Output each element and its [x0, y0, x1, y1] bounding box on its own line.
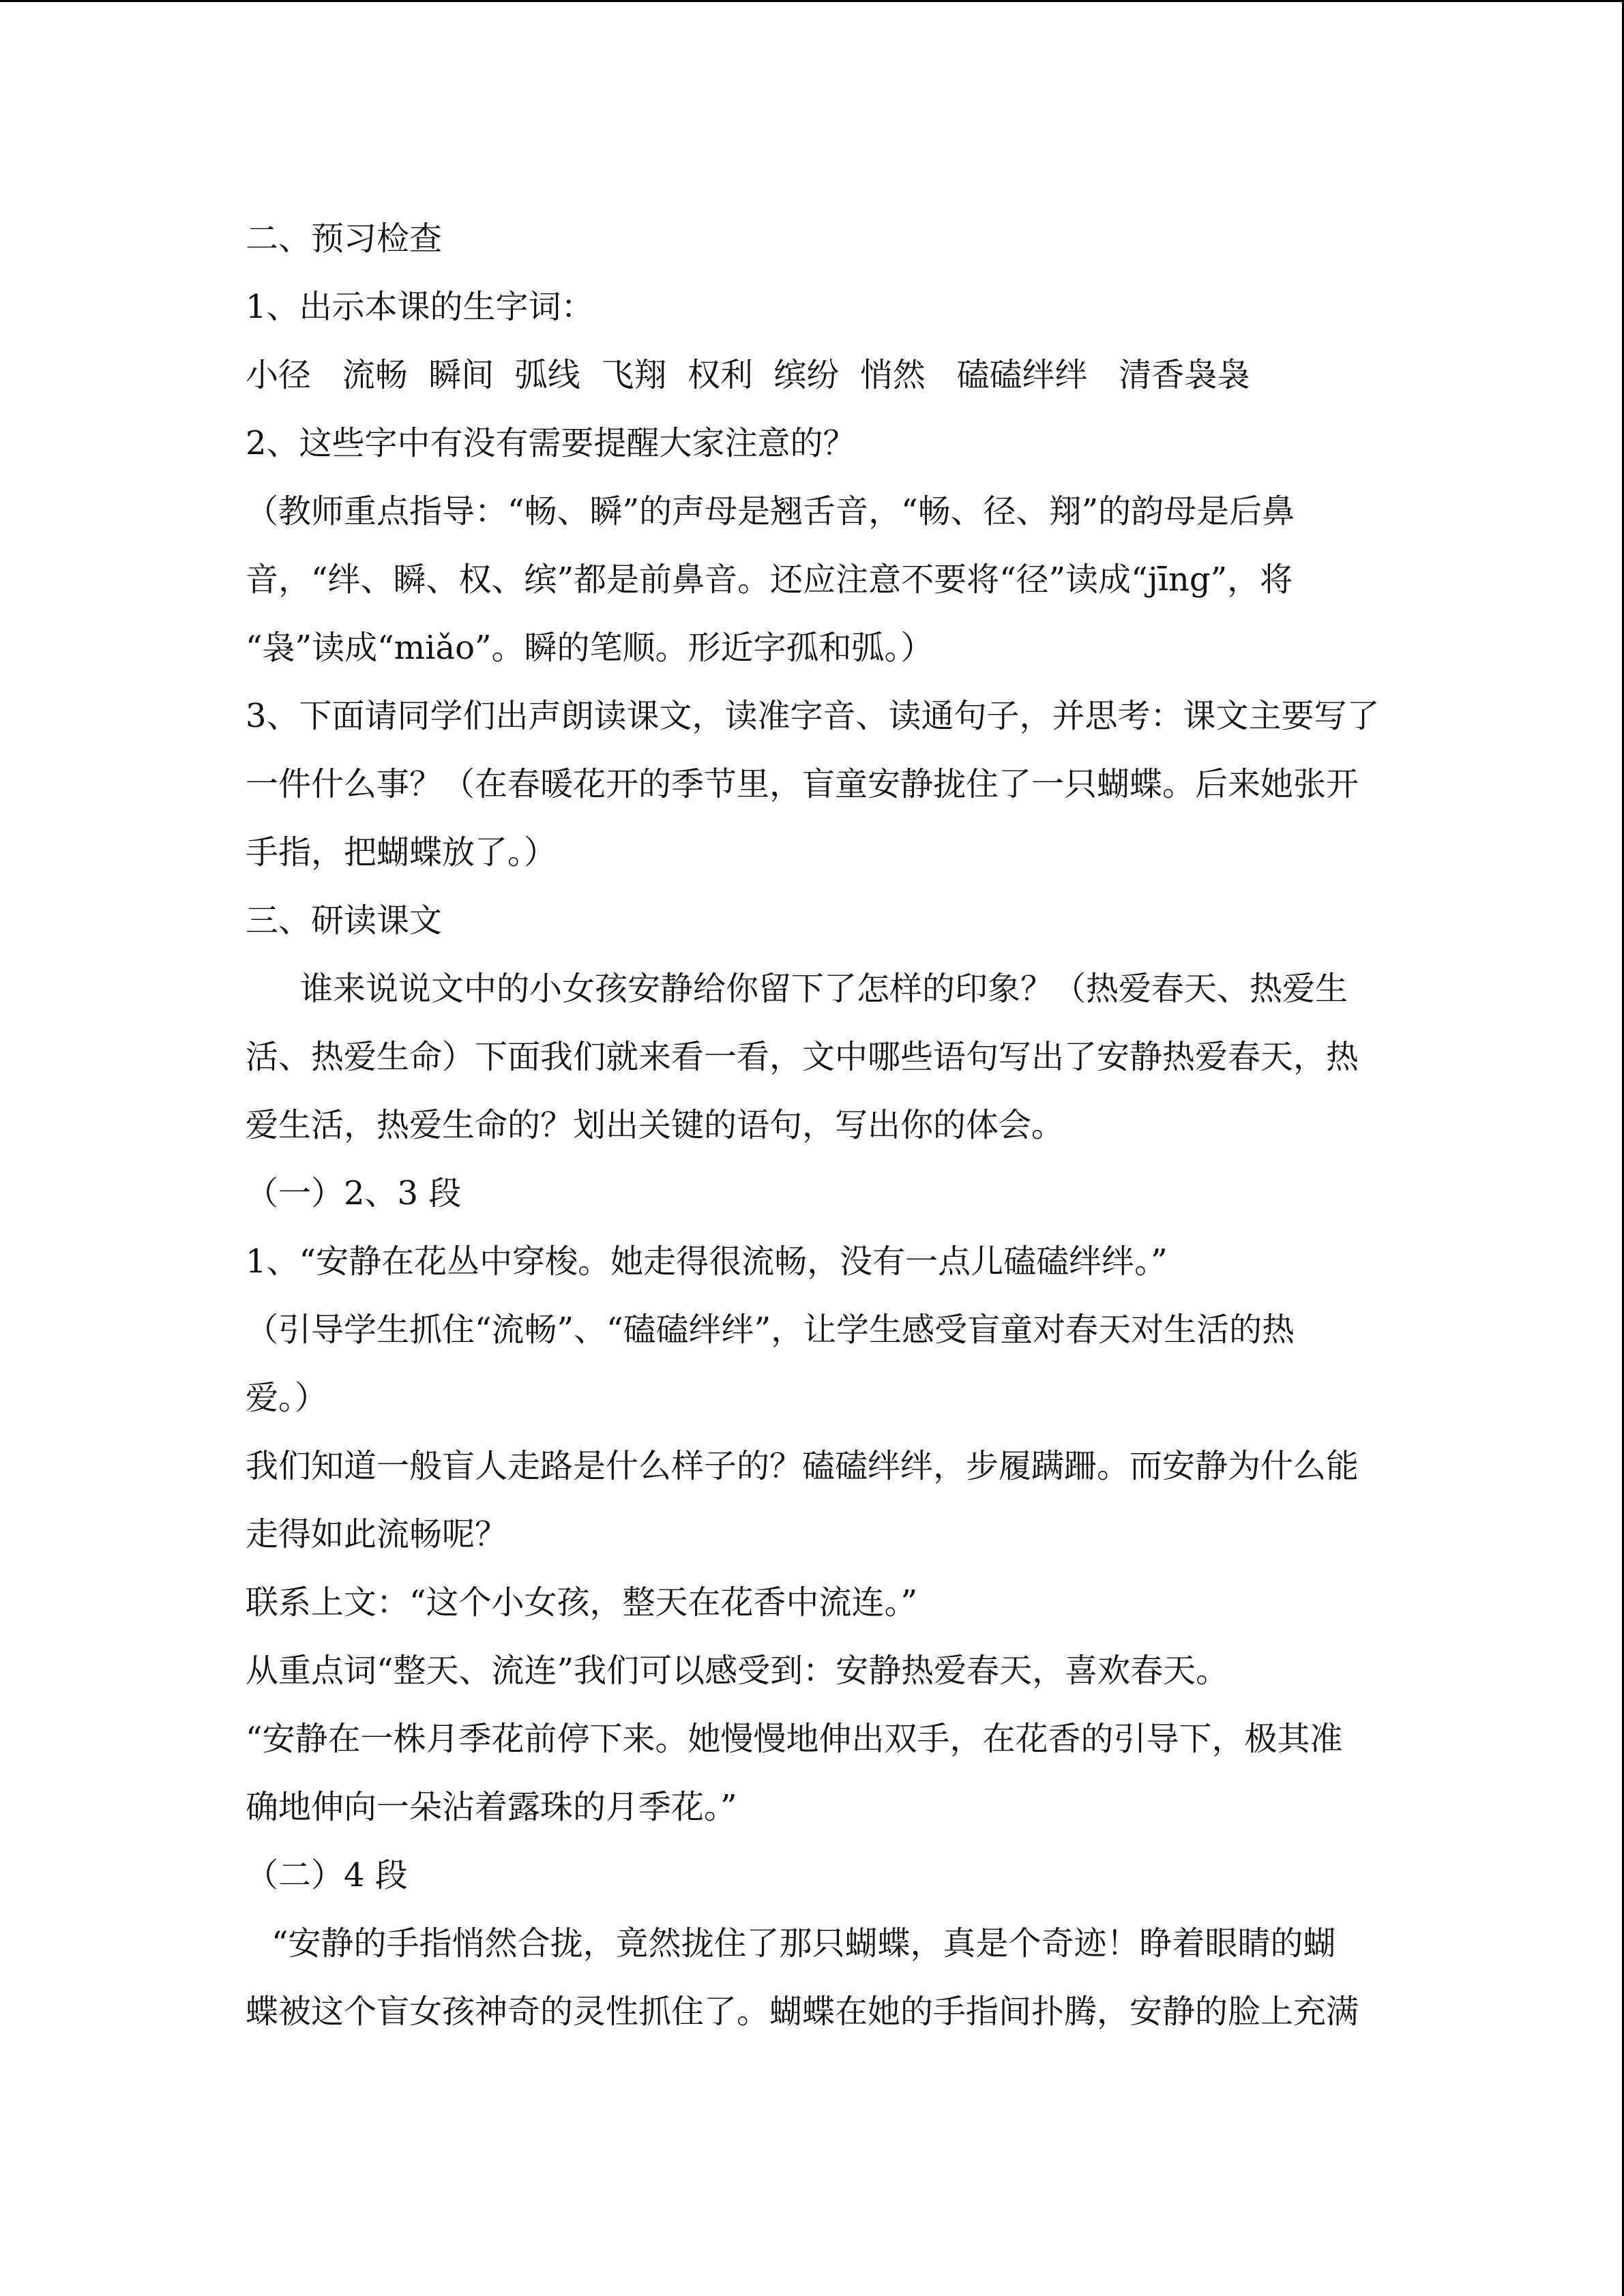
- section-heading-study-text: 三、研读课文: [246, 901, 443, 940]
- subsection-heading-paragraph-4: （二）4 段: [246, 1856, 408, 1894]
- discussion-line-2: 走得如此流畅呢？: [246, 1515, 508, 1553]
- document-body: [246, 205, 1381, 2046]
- section-heading-preview-check: 二、预习检查: [246, 220, 443, 258]
- reading-task-line-3: 手指，把蝴蝶放了。）: [246, 833, 557, 871]
- quote-item-1: 1、“安静在花丛中穿梭。她走得很流畅，没有一点儿磕磕绊绊。”: [246, 1242, 1168, 1281]
- guidance-note-line-2: 爱。）: [246, 1379, 328, 1417]
- discussion-line-1: 我们知道一般盲人走路是什么样子的？磕磕绊绊，步履蹒跚。而安静为什么能: [246, 1447, 1359, 1485]
- context-quote: 联系上文：“这个小女孩，整天在花香中流连。”: [246, 1583, 918, 1622]
- vocabulary-list: 小径 流畅 瞬间 弧线 飞翔 权利 缤纷 悄然 磕磕绊绊 清香袅袅: [246, 356, 1250, 394]
- top-border-line: [0, 0, 1624, 2]
- subsection-heading-paragraphs-2-3: （一）2、3 段: [246, 1174, 462, 1212]
- list-item-show-new-words: 1、出示本课的生字词：: [246, 288, 594, 326]
- guidance-note-line-1: （引导学生抓住“流畅”、“磕磕绊绊”，让学生感受盲童对春天对生活的热: [246, 1311, 1295, 1349]
- quote-butterfly-line-2: 蝶被这个盲女孩神奇的灵性抓住了。蝴蝶在她的手指间扑腾，安静的脸上充满: [246, 1993, 1359, 2031]
- teacher-guidance-line-2: 音，“绊、瞬、权、缤”都是前鼻音。还应注意不要将“径”读成“jīng”，将: [246, 561, 1293, 599]
- list-item-question: 2、这些字中有没有需要提醒大家注意的？: [246, 424, 856, 462]
- key-words-note: 从重点词“整天、流连”我们可以感受到：安静热爱春天，喜欢春天。: [246, 1652, 1229, 1690]
- study-paragraph-line-2: 活、热爱生命）下面我们就来看一看，文中哪些语句写出了安静热爱春天，热: [246, 1038, 1359, 1076]
- quote-rose-line-1: “安静在一株月季花前停下来。她慢慢地伸出双手，在花香的引导下，极其准: [246, 1720, 1343, 1758]
- quote-rose-line-2: 确地伸向一朵沾着露珠的月季花。”: [246, 1788, 737, 1826]
- reading-task-line-2: 一件什么事？（在春暖花开的季节里，盲童安静拢住了一只蝴蝶。后来她张开: [246, 765, 1359, 803]
- quote-butterfly-line-1: “安静的手指悄然合拢，竟然拢住了那只蝴蝶，真是个奇迹！睁着眼睛的蝴: [271, 1924, 1336, 1963]
- study-paragraph-line-3: 爱生活，热爱生命的？划出关键的语句，写出你的体会。: [246, 1106, 1065, 1144]
- teacher-guidance-line-3: “袅”读成“miǎo”。瞬的笔顺。形近字孤和弧。）: [246, 629, 934, 667]
- reading-task-line-1: 3、下面请同学们出声朗读课文，读准字音、读通句子，并思考：课文主要写了: [246, 697, 1380, 735]
- teacher-guidance-line-1: （教师重点指导：“畅、瞬”的声母是翘舌音，“畅、径、翔”的韵母是后鼻: [246, 492, 1295, 531]
- study-paragraph-line-1: 谁来说说文中的小女孩安静给你留下了怎样的印象？（热爱春天、热爱生: [300, 970, 1348, 1008]
